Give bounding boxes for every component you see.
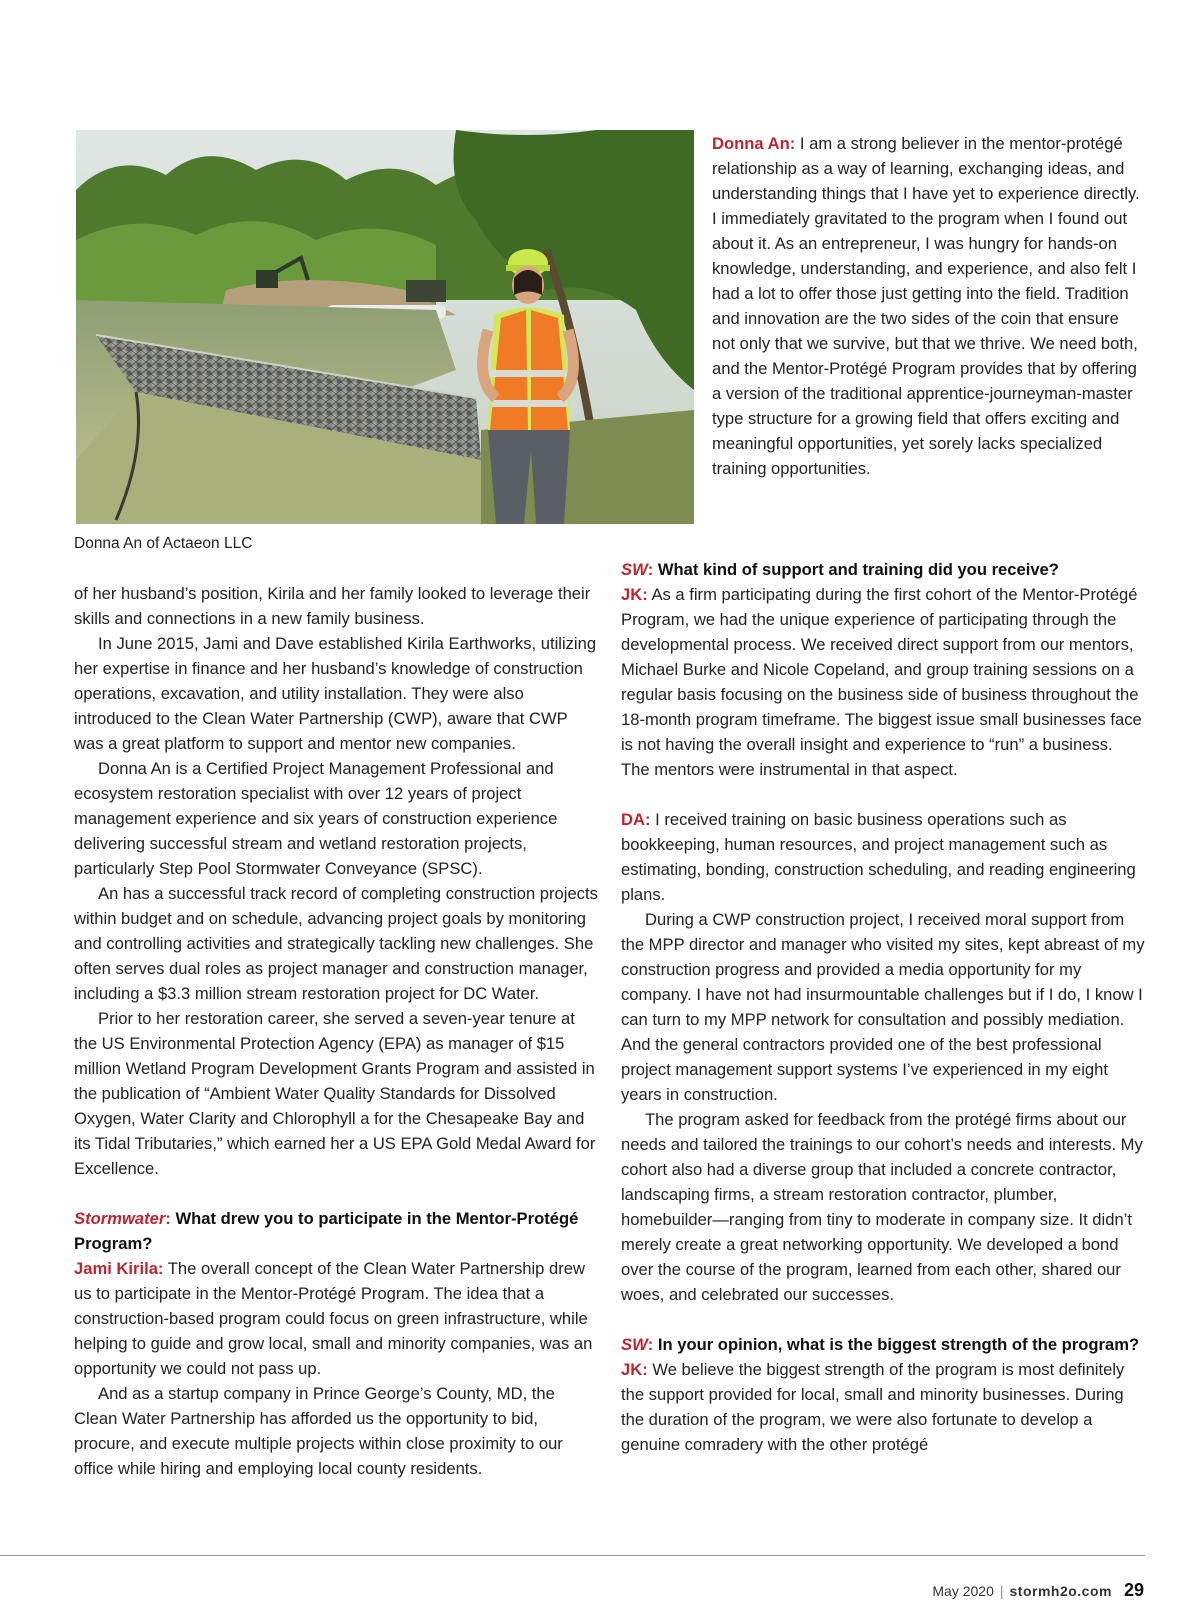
answer-text: We believe the biggest strength of the program is most definitely the support provided for local, small and minority businesses. During the duration of the program, we were also fortunate to develop a genuine comradery with the other protégé [621, 1360, 1125, 1454]
answer-label: DA: [621, 810, 651, 829]
paragraph: An has a successful track record of completing construction projects within budget and on schedule, advancing project goals by monitoring and controlling activities and strategically tackling new challenges. She often serves dual roles as project manager and construction manager, including a $3.3 million stream restoration project for DC Water. [74, 884, 598, 1003]
answer-text: The overall concept of the Clean Water Partnership drew us to participate in the Mentor-Protégé Program. The idea that a construction-based program could focus on green infrastructure, while helping to guide and grow local, small and minority companies, was an opportunity we could not pass up. [74, 1259, 593, 1378]
question-text: What drew you to participate in the Mentor-Protégé Program? [74, 1209, 579, 1253]
interview-question [621, 1332, 1145, 1357]
question-text: What kind of support and training did you receive? [653, 560, 1059, 579]
question-label: SW [621, 560, 648, 579]
answer-label: JK: [621, 1360, 648, 1379]
interview-answer [621, 1357, 1145, 1457]
paragraph: The program asked for feedback from the protégé firms about our needs and tailored the trainings to our cohort’s needs and interests. My cohort also had a diverse group that included a concrete contractor, landscaping firms, a stream restoration contractor, plumber, homebuilder—ranging from tiny to moderate in company size. It didn’t merely create a great networking opportunity. We developed a bond over the course of the program, learned from each other, shared our woes, and celebrated our successes. [621, 1110, 1143, 1304]
paragraph: In June 2015, Jami and Dave established Kirila Earthworks, utilizing her expertise in finance and her husband’s knowledge of construction operations, excavation, and utility installation. They were also introduced to the Clean Water Partnership (CWP), aware that CWP was a great platform to support and mentor new companies. [74, 634, 597, 753]
question-label: SW [621, 1335, 648, 1354]
question-text: In your opinion, what is the biggest strength of the program? [653, 1335, 1140, 1354]
question-label: Stormwater [74, 1209, 166, 1228]
answer-text: I received training on basic business operations such as bookkeeping, human resources, and project management such as estimating, bonding, construction scheduling, and reading engineering plans. [621, 810, 1136, 904]
issue-date: May 2020 [932, 1583, 994, 1599]
footer-divider [0, 1555, 1145, 1556]
right-column [621, 557, 1145, 1457]
question-colon: : [647, 1335, 654, 1354]
footer-separator: | [999, 1583, 1004, 1599]
question-colon: : [647, 560, 654, 579]
interview-question [621, 557, 1145, 582]
page-footer [932, 1580, 1144, 1601]
article-photo [76, 130, 694, 524]
paragraph: And as a startup company in Prince George’s County, MD, the Clean Water Partnership has afforded us the opportunity to bid, procure, and execute multiple projects within close proximity to our office while hiring and employing local county residents. [74, 1384, 563, 1478]
website-link[interactable]: stormh2o.com [1009, 1583, 1112, 1599]
interview-answer [621, 807, 1145, 907]
photo-caption: Donna An of Actaeon LLC [74, 535, 253, 552]
quote-donna-an [712, 131, 1144, 481]
answer-label: JK: [621, 585, 648, 604]
right-column-top [712, 131, 1144, 481]
paragraph: of her husband’s position, Kirila and her family looked to leverage their skills and connections in a new family business. [74, 584, 591, 628]
speaker-label: Donna An: [712, 134, 796, 153]
interview-answer [74, 1256, 598, 1381]
left-column [74, 581, 598, 1481]
interview-answer [621, 582, 1145, 782]
quote-text: I am a strong believer in the mentor-protégé relationship as a way of learning, exchanging ideas, and understanding things that I have yet to experience directly. I immediately gravitated to the program when I found out about it. As an entrepreneur, I was hungry for hands-on knowledge, understanding, and experience, and also felt I had a lot to offer those just getting into the field. Tradition and innovation are the two sides of the coin that ensure not only that we survive, but that we thrive. We need both, and the Mentor-Protégé Program provides that by offering a version of the traditional apprentice-journeyman-master type structure for a growing field that offers exciting and meaningful opportunities, yet sorely lacks specialized training opportunities. [712, 134, 1140, 478]
answer-text: As a firm participating during the first cohort of the Mentor-Protégé Program, we had the unique experience of participating through the developmental process. We received direct support from our mentors, Michael Burke and Nicole Copeland, and group training sessions on a regular basis focusing on the business side of business throughout the 18-month program timeframe. The biggest issue small businesses face is not having the overall insight and experience to “run” a business. The mentors were instrumental in that aspect. [621, 585, 1142, 779]
answer-label: Jami Kirila: [74, 1259, 164, 1278]
paragraph: Prior to her restoration career, she served a seven-year tenure at the US Environmental Protection Agency (EPA) as manager of $15 million Wetland Program Development Grants Program and assisted in the publication of “Ambient Water Quality Standards for Dissolved Oxygen, Water Clarity and Chlorophyll a for the Chesapeake Bay and its Tidal Tributaries,” which earned her a US EPA Gold Medal Award for Excellence. [74, 1009, 596, 1178]
paragraph: Donna An is a Certified Project Management Professional and ecosystem restoration specialist with over 12 years of project management experience and six years of construction experience delivering successful stream and wetland restoration projects, particularly Step Pool Stormwater Conveyance (SPSC). [74, 759, 558, 878]
interview-question [74, 1206, 598, 1256]
page-number: 29 [1123, 1580, 1144, 1600]
question-colon: : [165, 1209, 171, 1228]
paragraph: During a CWP construction project, I received moral support from the MPP director and manager who visited my sites, kept abreast of my construction progress and provided a media opportunity for my company. I have not had insurmountable challenges but if I do, I know I can turn to my MPP network for consultation and possibly mediation. And the general contractors provided one of the best professional project management support systems I’ve experienced in my eight years in construction. [621, 910, 1145, 1104]
photo-illustration [76, 130, 694, 524]
